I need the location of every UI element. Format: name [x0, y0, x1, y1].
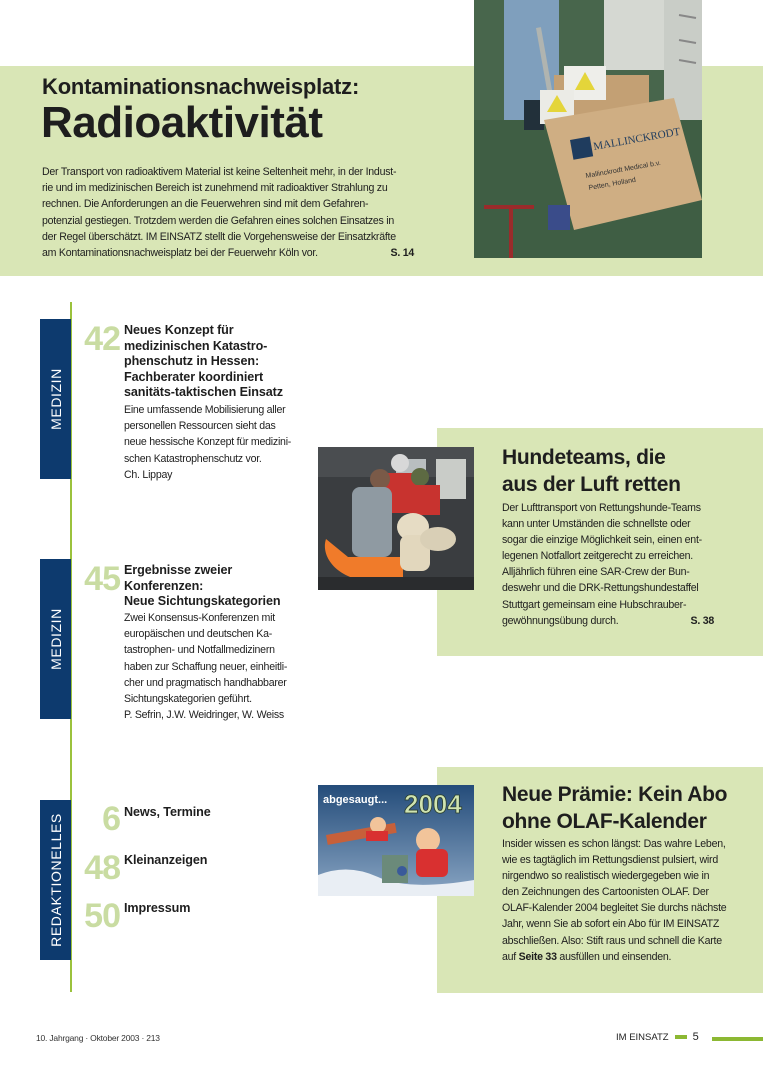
text-line: Stuttgart gemeinsam eine Hubschrauber- — [502, 598, 687, 611]
dog-feature-text — [502, 500, 714, 629]
text-line: Der Lufttransport von Rettungshunde-Teams — [502, 502, 701, 514]
text-line: nirgendwo so realistisch wiedergegeben wie in — [502, 870, 710, 883]
dog-team-photo — [318, 447, 474, 590]
top-feature-kicker: Kontaminationsnachweisplatz: — [42, 74, 360, 99]
top-feature-title[interactable]: Radioaktivität — [41, 98, 323, 147]
title-line: phenschutz in Hessen: — [124, 354, 260, 369]
toc-entry-kleinanzeigen[interactable]: Kleinanzeigen — [124, 853, 208, 867]
title-line: ohne OLAF-Kalender — [502, 810, 707, 833]
top-feature-line: der Regel überschätzt. IM EINSATZ stellt die Vorgehensweise der Einsatzkräfte — [42, 230, 396, 243]
text-line: europäischen und deutschen Ka- — [124, 628, 272, 641]
radioactivity-photo — [474, 0, 702, 258]
title-line: Fachberater koordiniert — [124, 369, 264, 384]
top-feature-line: Der Transport von radioaktivem Material ist keine Seltenheit mehr, in der Indust- — [42, 166, 397, 178]
section-label: MEDIZIN — [47, 608, 64, 670]
top-feature-text — [42, 164, 414, 261]
title-line: Hundeteams, die — [502, 446, 666, 469]
title-line: Neue Prämie: Kein Abo — [502, 783, 728, 806]
calendar-feature-title[interactable] — [502, 781, 752, 835]
top-feature-line: rechnen. Die Anforderungen an die Feuerwehren sind mit dem Gefahren- — [42, 198, 369, 211]
author: Ch. Lippay — [124, 468, 173, 481]
toc-entry-45-text — [124, 610, 324, 723]
text-line: Sichtungskategorien geführt. — [124, 693, 252, 706]
calendar-feature-text — [502, 836, 757, 965]
dog-helicopter-illustration — [318, 447, 474, 590]
section-tab-redaktionelles — [40, 800, 71, 960]
text-line: tastrophen- und Notfallmedizinern — [124, 644, 275, 657]
title-line: aus der Luft retten — [502, 473, 681, 496]
text-line: Jahr, wenn Sie ab sofort ein Abo für IM EINSATZ — [502, 918, 720, 931]
text-line: wie es tagtäglich im Rettungsdienst pulsiert, wird — [502, 854, 718, 867]
svg-text:MALLINCKRODT: MALLINCKRODT — [592, 125, 682, 153]
section-label: MEDIZIN — [47, 368, 64, 430]
title-line: Neues Konzept für — [124, 323, 234, 337]
toc-entry-news[interactable]: News, Termine — [124, 805, 211, 819]
title-line: Neue Sichtungskategorien — [124, 594, 281, 609]
dog-feature-title[interactable] — [502, 444, 752, 498]
section-tab-medizin-2 — [40, 559, 71, 719]
text-line: schen Katastrophenschutz vor. — [124, 452, 262, 465]
title-line: medizinischen Katastro- — [124, 338, 268, 353]
issue-info: 10. Jahrgang · Oktober 2003 · 213 — [36, 1033, 160, 1043]
top-feature-line: rie und im medizinischen Bereich ist zunehmend mit radioaktiver Strahlung zu — [42, 182, 388, 195]
accent-bar — [675, 1035, 687, 1039]
cartoon-illustration — [318, 785, 474, 896]
section-label: REDAKTIONELLES — [47, 813, 64, 947]
title-line: Ergebnisse zweier — [124, 563, 233, 577]
page-number-50: 50 — [84, 897, 120, 935]
text-line: neue hessische Konzept für medizini- — [124, 436, 292, 449]
top-feature-last-line: am Kontaminationsnachweisplatz bei der Feuerwehr Köln vor. — [42, 247, 318, 260]
title-line: Konferenzen: — [124, 578, 204, 593]
toc-entry-impressum[interactable]: Impressum — [124, 901, 191, 915]
toc-entry-45-title[interactable] — [124, 563, 324, 610]
svg-text:abgesaugt...: abgesaugt... — [323, 794, 388, 806]
section-tab-medizin-1 — [40, 319, 71, 479]
last-line: gewöhnungsübung durch. — [502, 614, 619, 627]
text-line: Alljährlich führen eine SAR-Crew der Bun- — [502, 566, 690, 579]
footer-branding — [616, 1031, 699, 1043]
page-ref-33[interactable]: Seite 33 — [518, 950, 557, 963]
page-number-42: 42 — [84, 320, 120, 358]
top-feature-line — [42, 245, 414, 261]
olaf-calendar-cartoon — [318, 785, 474, 896]
text-line: haben zur Schaffung neuer, einheitli- — [124, 660, 288, 673]
text-line: OLAF-Kalender 2004 begleitet Sie durchs nächste — [502, 902, 727, 915]
text-line: cher und pragmatisch handhabbarer — [124, 676, 287, 689]
text-fragment: auf — [502, 950, 519, 963]
text-line: personellen Ressourcen sieht das — [124, 420, 276, 433]
text-line: den Zeichnungen des Cartoonisten OLAF. Der — [502, 886, 709, 899]
page-number: 5 — [692, 1031, 699, 1043]
text-line: Eine umfassende Mobilisierung aller — [124, 404, 286, 416]
text-line: legenen Notfallort zeitgerecht zu erreichen. — [502, 550, 693, 563]
page-ref-14[interactable]: S. 14 — [390, 247, 414, 260]
toc-entry-42-text — [124, 402, 324, 483]
text-line: abschließen. Also: Stift raus und schnell die Karte — [502, 934, 722, 947]
text-line: sogar die einzige Möglichkeit sein, einen ent- — [502, 534, 702, 547]
toc-entry-42-title[interactable] — [124, 323, 324, 401]
top-feature-line: potenzial gestiegen. Trotzdem werden die Gefahren eines solchen Einsatzes in — [42, 214, 395, 227]
svg-text:2004: 2004 — [404, 789, 462, 819]
title-line: sanitäts-taktischen Einsatz — [124, 385, 283, 400]
accent-bar-long — [712, 1037, 763, 1041]
text-line: kann unter Umständen die schnellste oder — [502, 518, 691, 531]
page-number-45: 45 — [84, 560, 120, 598]
author: P. Sefrin, J.W. Weidringer, W. Weiss — [124, 709, 284, 722]
text-line: Insider wissen es schon längst: Das wahre Leben, — [502, 838, 726, 850]
page-number-6: 6 — [102, 800, 120, 838]
text-line: Zwei Konsensus-Konferenzen mit — [124, 612, 275, 624]
magazine-name: IM EINSATZ — [616, 1031, 669, 1043]
svg-text:Mallinckrodt Medical b.v.: Mallinckrodt Medical b.v. — [585, 159, 662, 180]
text-line — [502, 613, 714, 629]
text-line: deswehr und die DRK-Rettungshundestaffel — [502, 582, 699, 595]
text-fragment: ausfüllen und einsenden. — [556, 950, 672, 963]
radioactive-cart-illustration — [474, 0, 702, 258]
page-number-48: 48 — [84, 849, 120, 887]
page-ref-38[interactable]: S. 38 — [690, 614, 714, 627]
text-line — [502, 949, 757, 965]
svg-text:Petten, Holland: Petten, Holland — [588, 176, 637, 192]
